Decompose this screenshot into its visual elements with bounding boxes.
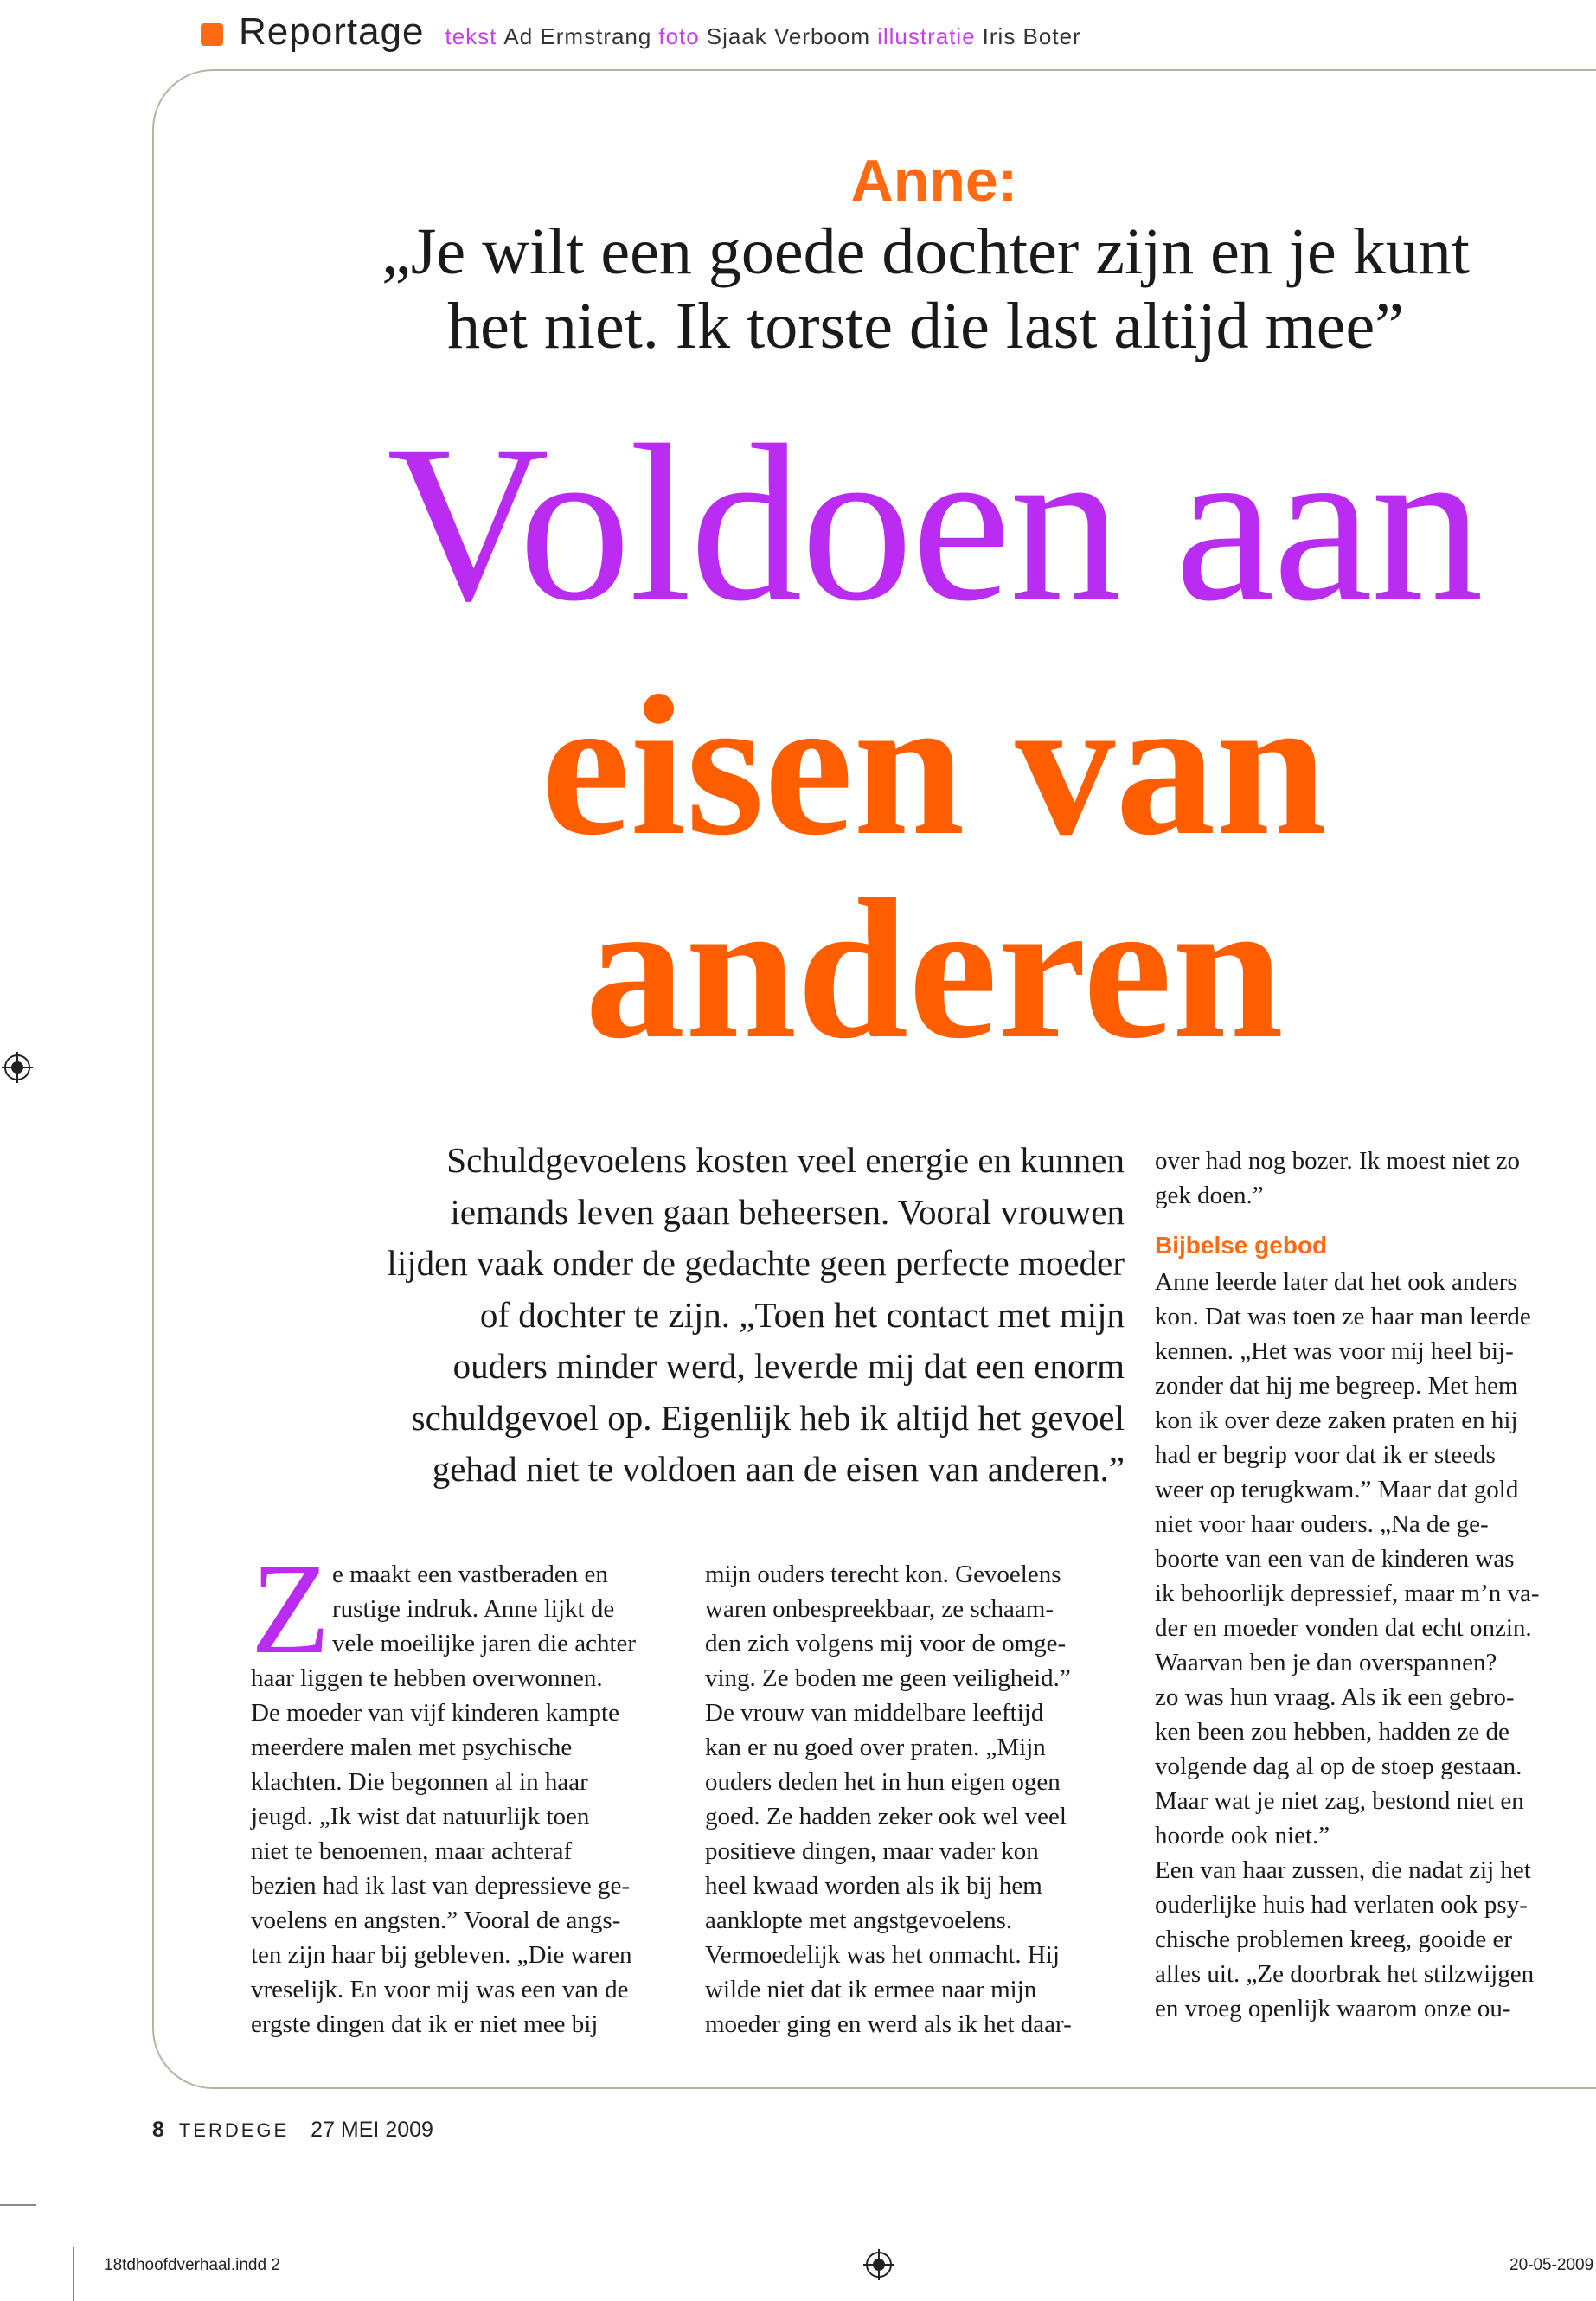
orange-square-icon — [201, 23, 223, 46]
page-folio — [152, 2118, 433, 2143]
quote-line-2: het niet. Ik torste die last altijd mee” — [447, 290, 1404, 362]
body-line: rustige indruk. Anne lijkt de — [332, 1595, 615, 1623]
body-line: en vroeg openlijk waarom onze ou- — [1155, 1995, 1511, 2022]
body-line: boorte van een van de kinderen was — [1155, 1545, 1515, 1573]
body-line: goed. Ze hadden zeker ook wel veel — [705, 1803, 1067, 1830]
page-number: 8 — [152, 2118, 164, 2142]
body-line: den zich volgens mij voor de omge- — [705, 1630, 1067, 1657]
body-line: positieve dingen, maar vader kon — [705, 1837, 1039, 1865]
credit-name-photo: Sjaak Verboom — [706, 23, 871, 49]
body-line: waren onbespreekbaar, ze schaam- — [705, 1595, 1054, 1623]
intro-line: of dochter te zijn. „Toen het contact met mijn — [479, 1294, 1125, 1335]
body-line: chische problemen kreeg, gooide er — [1155, 1926, 1513, 1953]
credit-name-text: Ad Ermstrang — [503, 23, 652, 49]
quote-line-1: „Je wilt een goede dochter zijn en je kunt — [381, 215, 1470, 288]
body-line: ouderlijke huis had verlaten ook psy- — [1155, 1891, 1528, 1919]
title-line-2: eisen van — [541, 655, 1328, 877]
body-line: niet te benoemen, maar achteraf — [251, 1837, 573, 1865]
body-line: aanklopte met angstgevoelens. — [705, 1907, 1013, 1934]
body-line: wilde niet dat ik ermee naar mijn — [705, 1976, 1037, 2003]
credit-role-text: tekst — [445, 23, 497, 49]
drop-cap: Z — [251, 1537, 330, 1681]
body-line: e maakt een vastberaden en — [332, 1561, 608, 1588]
body-line: over had nog bozer. Ik moest niet zo — [1155, 1147, 1520, 1175]
registration-mark-icon — [2, 1052, 33, 1083]
issue-date: 27 MEI 2009 — [311, 2118, 433, 2142]
title-line-1: Voldoen aan — [387, 399, 1482, 648]
page-header — [201, 10, 1088, 61]
body-column-1 — [251, 1557, 683, 2041]
intro-line: iemands leven gaan beheersen. Vooral vrouwen — [450, 1191, 1125, 1232]
subheading: Bijbelse gebod — [1155, 1232, 1328, 1259]
magazine-name: TERDEGE — [178, 2119, 290, 2141]
crop-mark — [0, 2204, 36, 2206]
body-line: alles uit. „Ze doorbrak het stilzwijgen — [1155, 1960, 1535, 1988]
body-line: weer op terugkwam.” Maar dat gold — [1155, 1476, 1519, 1503]
slug-date: 20-05-2009 — [1509, 2256, 1594, 2274]
body-line: heel kwaad worden als ik bij hem — [705, 1872, 1042, 1900]
body-line: kon ik over deze zaken praten en hij — [1155, 1407, 1518, 1434]
body-line: haar liggen te hebben overwonnen. — [251, 1664, 603, 1692]
body-line: voelens en angsten.” Vooral de angs- — [251, 1907, 621, 1934]
intro-line: gehad niet te voldoen aan de eisen van anderen.” — [432, 1449, 1125, 1489]
body-line: Anne leerde later dat het ook anders — [1155, 1268, 1517, 1296]
intro-line: ouders minder werd, leverde mij dat een enorm — [452, 1346, 1125, 1386]
body-line: bezien had ik last van depressieve ge- — [251, 1872, 631, 1900]
body-line: gek doen.” — [1155, 1182, 1264, 1209]
body-line: der en moeder vonden dat echt onzin. — [1155, 1614, 1532, 1642]
body-line: Een van haar zussen, die nadat zij het — [1155, 1856, 1531, 1884]
body-line: Waarvan ben je dan overspannen? — [1155, 1649, 1497, 1676]
body-line: volgende dag al op de stoep gestaan. — [1155, 1753, 1522, 1780]
credit-role-photo: foto — [658, 23, 700, 49]
section-label: Reportage — [239, 10, 425, 53]
credit-name-illustration: Iris Boter — [982, 23, 1081, 49]
body-line: ik behoorlijk depressief, maar m’n va- — [1155, 1580, 1540, 1607]
quote-speaker: Anne: — [850, 148, 1018, 214]
body-line: ten zijn haar bij gebleven. „Die waren — [251, 1941, 632, 1969]
body-line: zonder dat hij me begreep. Met hem — [1155, 1372, 1518, 1400]
body-line: De vrouw van middelbare leeftijd — [705, 1699, 1044, 1727]
body-line: ergste dingen dat ik er niet mee bij — [251, 2010, 599, 2038]
body-line: kennen. „Het was voor mij heel bij- — [1155, 1337, 1514, 1365]
crop-mark — [73, 2247, 74, 2301]
body-line: meerdere malen met psychische — [251, 1734, 573, 1761]
body-column-2 — [705, 1557, 1129, 2041]
title-line-3: anderen — [585, 858, 1284, 1080]
body-line: ouders deden het in hun eigen ogen — [705, 1768, 1061, 1796]
body-line: ving. Ze boden me geen veiligheid.” — [705, 1664, 1071, 1692]
intro-line: schuldgevoel op. Eigenlijk heb ik altijd het gevoel — [411, 1397, 1125, 1438]
body-line: kan er nu goed over praten. „Mijn — [705, 1734, 1046, 1761]
body-line: De moeder van vijf kinderen kampte — [251, 1699, 619, 1727]
slug-filename: 18tdhoofdverhaal.indd 2 — [104, 2256, 280, 2274]
intro-paragraph — [329, 1135, 1125, 1496]
body-line: Maar wat je niet zag, bestond niet en — [1155, 1787, 1524, 1815]
credit-role-illustration: illustratie — [877, 23, 976, 49]
body-line: moeder ging en werd als ik het daar- — [705, 2010, 1072, 2038]
body-line: jeugd. „Ik wist dat natuurlijk toen — [251, 1803, 590, 1830]
body-column-3 — [1155, 1144, 1587, 2026]
body-line: klachten. Die begonnen al in haar — [251, 1768, 588, 1796]
body-line: kon. Dat was toen ze haar man leerde — [1155, 1303, 1531, 1330]
body-line: vreselijk. En voor mij was een van de — [251, 1976, 629, 2003]
body-line: Vermoedelijk was het onmacht. Hij — [705, 1941, 1060, 1969]
registration-mark-icon — [863, 2249, 894, 2280]
body-line: hoorde ook niet.” — [1155, 1822, 1330, 1849]
body-line: zo was hun vraag. Als ik een gebro- — [1155, 1683, 1515, 1711]
body-line: ken been zou hebben, hadden ze de — [1155, 1718, 1509, 1746]
body-line: vele moeilijke jaren die achter — [332, 1630, 637, 1657]
intro-line: lijden vaak onder de gedachte geen perfecte moeder — [387, 1243, 1125, 1283]
body-line: had er begrip voor dat ik er steeds — [1155, 1441, 1496, 1469]
intro-line: Schuldgevoelens kosten veel energie en kunnen — [446, 1140, 1125, 1180]
body-line: niet voor haar ouders. „Na de ge- — [1155, 1510, 1489, 1538]
body-line: mijn ouders terecht kon. Gevoelens — [705, 1561, 1061, 1588]
